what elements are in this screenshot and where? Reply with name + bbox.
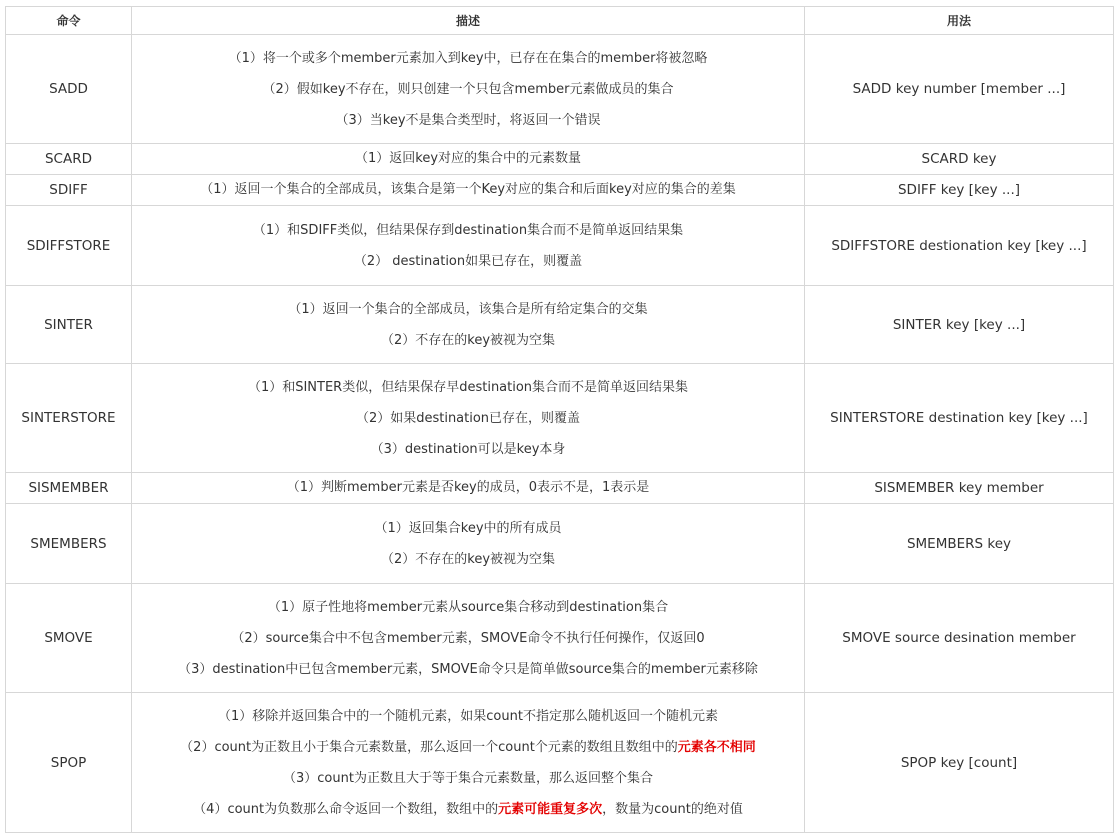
usage-cell: SDIFFSTORE destionation key [key ...] — [805, 206, 1114, 286]
description-line — [136, 763, 800, 794]
command-cell: SINTER — [6, 286, 132, 364]
description-line — [136, 544, 800, 575]
usage-cell: SMOVE source desination member — [805, 584, 1114, 693]
command-cell: SADD — [6, 35, 132, 144]
description-line — [136, 513, 800, 544]
description-text: （2）如果destination已存在，则覆盖 — [355, 410, 581, 426]
usage-cell: SCARD key — [805, 144, 1114, 175]
description-text: （1）移除并返回集合中的一个随机元素，如果count不指定那么随机返回一个随机元素 — [218, 708, 718, 724]
description-line — [136, 475, 800, 501]
description-cell — [132, 144, 805, 175]
description-line — [136, 701, 800, 732]
description-text: （2） destination如果已存在，则覆盖 — [353, 253, 583, 269]
description-text: ，数量为count的绝对值 — [602, 801, 743, 817]
command-cell: SDIFFSTORE — [6, 206, 132, 286]
description-cell — [132, 364, 805, 473]
table-row — [6, 584, 1114, 693]
description-text: （2）假如key不存在，则只创建一个只包含member元素做成员的集合 — [262, 81, 674, 97]
table-row — [6, 473, 1114, 504]
description-line — [136, 43, 800, 74]
description-cell — [132, 175, 805, 206]
description-line — [136, 732, 800, 763]
usage-cell: SINTERSTORE destination key [key ...] — [805, 364, 1114, 473]
description-text: （1）原子性地将member元素从source集合移动到destination集合 — [267, 599, 669, 615]
command-cell: SDIFF — [6, 175, 132, 206]
description-line — [136, 215, 800, 246]
description-line — [136, 372, 800, 403]
usage-cell: SINTER key [key ...] — [805, 286, 1114, 364]
command-cell: SISMEMBER — [6, 473, 132, 504]
description-line — [136, 794, 800, 825]
table-row — [6, 364, 1114, 473]
table-row — [6, 504, 1114, 584]
description-text: （3）destination中已包含member元素，SMOVE命令只是简单做source集合的member元素移除 — [178, 661, 758, 677]
header-description: 描述 — [132, 7, 805, 35]
description-line — [136, 294, 800, 325]
description-text: （1）返回集合key中的所有成员 — [374, 520, 562, 536]
description-text: （1）和SDIFF类似，但结果保存到destination集合而不是简单返回结果集 — [252, 222, 684, 238]
header-command: 命令 — [6, 7, 132, 35]
description-line — [136, 592, 800, 623]
description-cell — [132, 206, 805, 286]
description-text: （1）将一个或多个member元素加入到key中，已存在在集合的member将被忽略 — [228, 50, 708, 66]
description-cell — [132, 693, 805, 833]
command-cell: SCARD — [6, 144, 132, 175]
description-text: （3）当key不是集合类型时，将返回一个错误 — [335, 112, 601, 128]
description-line — [136, 246, 800, 277]
description-line — [136, 654, 800, 685]
description-text: （1）判断member元素是否key的成员，0表示不是，1表示是 — [286, 480, 650, 495]
description-line — [136, 434, 800, 465]
description-cell — [132, 473, 805, 504]
description-cell — [132, 286, 805, 364]
table-row — [6, 175, 1114, 206]
description-text: （2）source集合中不包含member元素，SMOVE命令不执行任何操作，仅返回0 — [231, 630, 705, 646]
description-line — [136, 146, 800, 172]
description-line — [136, 105, 800, 136]
table-header-row — [6, 7, 1114, 35]
usage-cell: SDIFF key [key ...] — [805, 175, 1114, 206]
description-text: （1）和SINTER类似，但结果保存早destination集合而不是简单返回结果集 — [247, 379, 689, 395]
command-cell: SPOP — [6, 693, 132, 833]
description-cell — [132, 35, 805, 144]
description-cell — [132, 584, 805, 693]
description-text: （3）destination可以是key本身 — [370, 441, 566, 457]
description-line — [136, 177, 800, 203]
command-cell: SMOVE — [6, 584, 132, 693]
description-text: （2）不存在的key被视为空集 — [380, 551, 556, 567]
header-usage: 用法 — [805, 7, 1114, 35]
description-line — [136, 325, 800, 356]
table-row — [6, 144, 1114, 175]
description-text: （2）不存在的key被视为空集 — [380, 332, 556, 348]
highlighted-text: 元素各不相同 — [677, 739, 756, 755]
usage-cell: SISMEMBER key member — [805, 473, 1114, 504]
description-text: （1）返回key对应的集合中的元素数量 — [354, 151, 582, 166]
table-row — [6, 286, 1114, 364]
description-cell — [132, 504, 805, 584]
description-line — [136, 74, 800, 105]
table-row — [6, 206, 1114, 286]
description-text: （3）count为正数且大于等于集合元素数量，那么返回整个集合 — [283, 770, 653, 786]
description-text: （1）返回一个集合的全部成员，该集合是所有给定集合的交集 — [288, 301, 648, 317]
command-cell: SMEMBERS — [6, 504, 132, 584]
redis-set-commands-table — [5, 6, 1114, 833]
table-row — [6, 693, 1114, 833]
description-line — [136, 623, 800, 654]
command-cell: SINTERSTORE — [6, 364, 132, 473]
description-text: （1）返回一个集合的全部成员，该集合是第一个Key对应的集合和后面key对应的集合的差集 — [200, 182, 736, 197]
description-text: （4）count为负数那么命令返回一个数组，数组中的 — [193, 801, 499, 817]
highlighted-text: 元素可能重复多次 — [498, 801, 603, 817]
usage-cell: SMEMBERS key — [805, 504, 1114, 584]
usage-cell: SPOP key [count] — [805, 693, 1114, 833]
table-row — [6, 35, 1114, 144]
description-line — [136, 403, 800, 434]
description-text: （2）count为正数且小于集合元素数量，那么返回一个count个元素的数组且数组中的 — [180, 739, 678, 755]
usage-cell: SADD key number [member ...] — [805, 35, 1114, 144]
